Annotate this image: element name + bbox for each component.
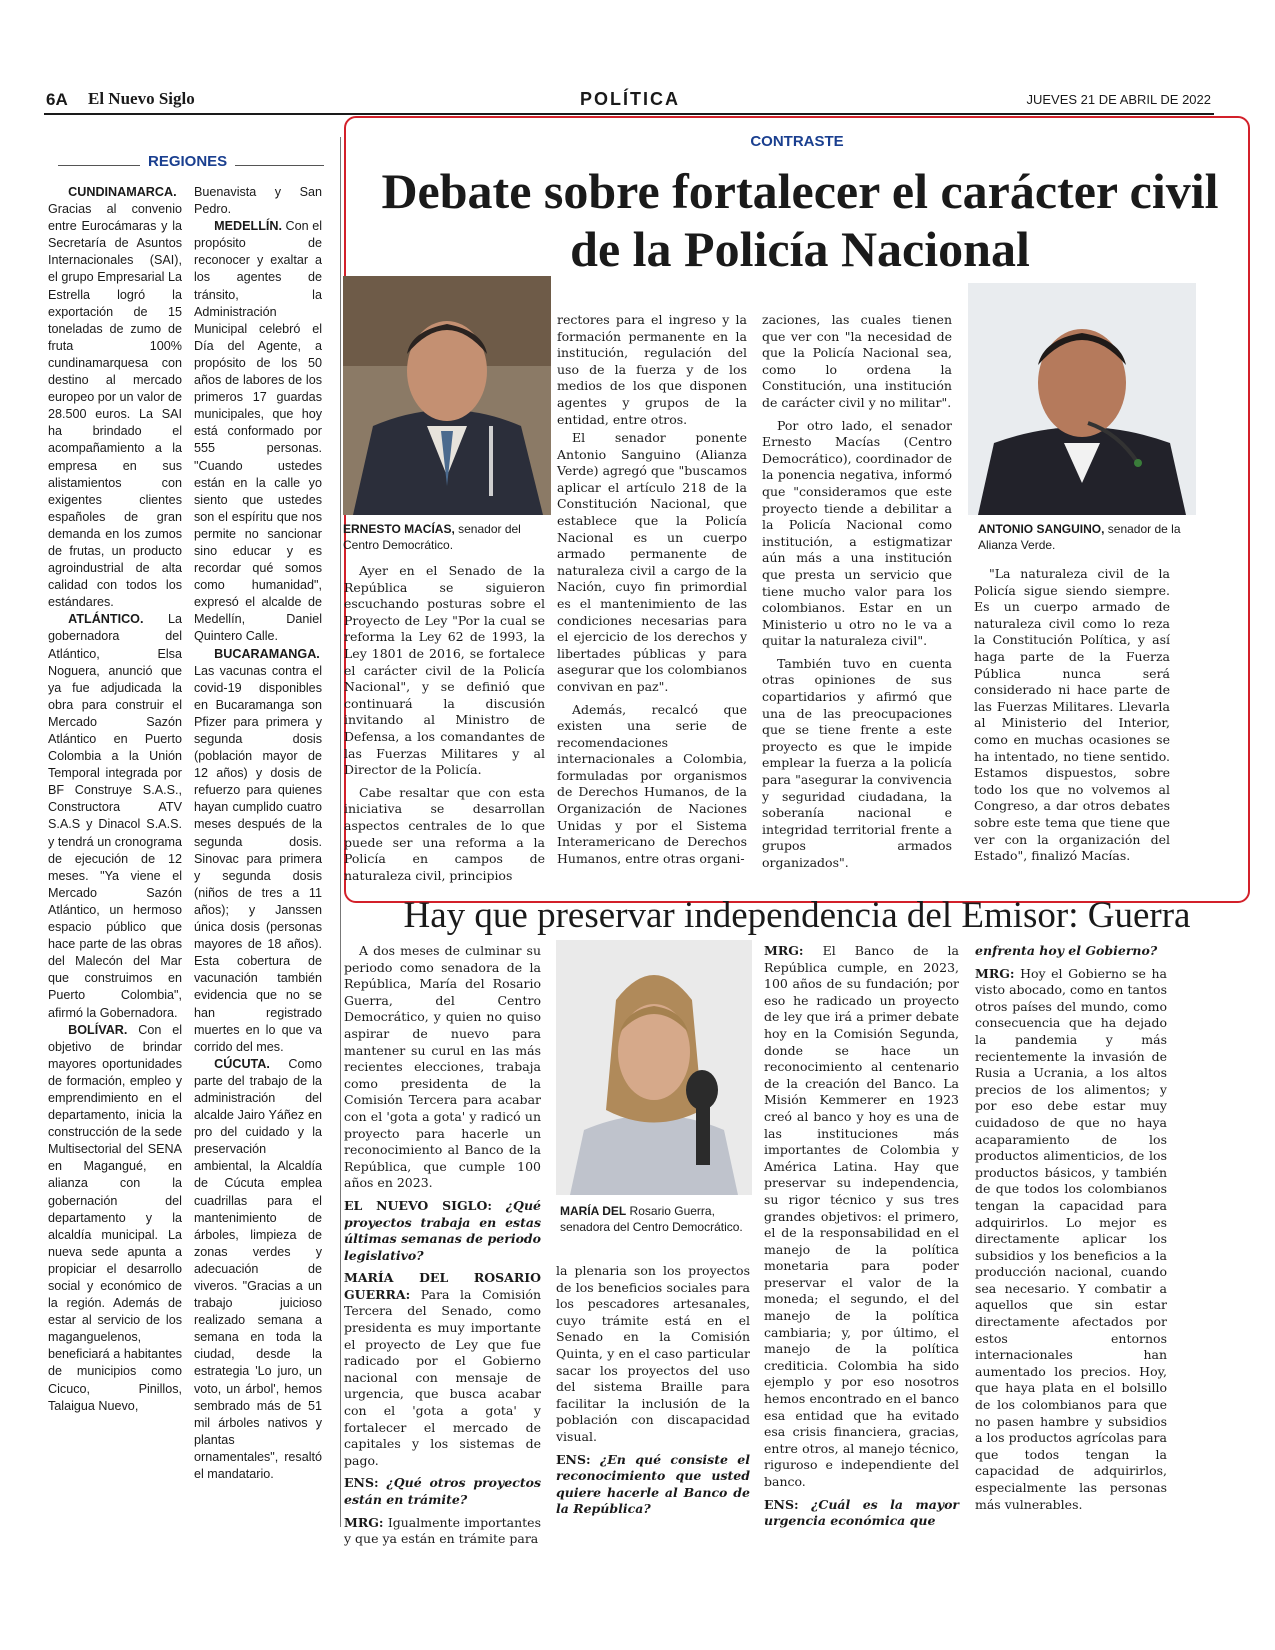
- answer-text: Para la Comisión Tercera del Senado, como presidenta es muy importante el proyecto de Ley que fue radicado por el Gobierno nacional con mensaje de urgencia, que busca acabar con el 'gota a gota' y fortalecer el mercado de capitales y los sistemas de pago.: [344, 1286, 541, 1468]
- interviewer-label: ENS:: [764, 1496, 799, 1512]
- caption-name: ERNESTO MACÍAS,: [343, 522, 455, 536]
- region-item: [48, 184, 182, 611]
- guerra-col-2: [556, 1263, 750, 1524]
- region-item: [194, 1056, 322, 1483]
- region-city: MEDELLÍN.: [214, 219, 283, 234]
- photo-ernesto-macias: [343, 276, 551, 515]
- region-text: Buenavista y San Pedro.: [194, 185, 322, 217]
- answer-text: El Banco de la República cumple, en 2023, 100 años de su fundación; por eso he radicado un proyecto de ley que irá a primer debate hoy en la Comisión Segunda, donde se hace un reconocimiento al centenario de la creación del Banco. La Misión Kemmerer en 1923 creó al banco y hoy es una de las instituciones más importantes de Colombia y América Latina. Hay que preservar su independencia, su rigor técnico y sus tres grandes objetivos: el primero, el de la responsabilidad en el manejo de la política monetaria para poder preservar el valor de la moneda; el segundo, el del manejo de la política cambiaria; y, por último, el manejo de la política crediticia. Colombia ha sido ejemplo y por eso nosotros hemos encontrado en el banco esa entidad que ha evitado esa crisis financiera, gracias, entre otros, al manejo técnico, riguroso e independiente del banco.: [764, 943, 959, 1489]
- page-number: 6A: [46, 90, 68, 109]
- caption-name: ANTONIO SANGUINO,: [978, 522, 1105, 536]
- interviewer-label: ENS:: [556, 1451, 591, 1467]
- contraste-col-2: [557, 430, 747, 873]
- photo-maria-del-rosario-guerra: [556, 940, 752, 1195]
- contraste-col-1: [344, 563, 545, 890]
- region-city: ATLÁNTICO.: [68, 612, 144, 627]
- section-title: POLÍTICA: [580, 89, 680, 109]
- interviewer-label: EL NUEVO SIGLO:: [344, 1197, 492, 1213]
- issue-date: JUEVES 21 DE ABRIL DE 2022: [1026, 92, 1211, 107]
- question-text: ¿Cuál es la mayor urgencia económica que: [764, 1496, 959, 1529]
- portrait-icon: [556, 940, 752, 1195]
- caption-text: senador del Centro Democrático.: [343, 522, 521, 552]
- question-text: enfrenta hoy el Gobierno?: [975, 943, 1158, 958]
- regiones-col-1: [48, 184, 182, 1415]
- paragraph: Por otro lado, el senador Ernesto Macías (Centro Democrático), coordinador de la ponencia negativa, informó que "consideramos que este proyecto tiende a debilitar a la Policía Nacional como institución, a estigmatizar aún más a una institución que presta un servicio que tiene mucho valor para los colombianos. Estar en un Ministerio u otro no le va a quitar la naturaleza civil".: [762, 417, 953, 649]
- paragraph: rectores para el ingreso y la formación permanente en la institución, regulación del uso de la fuerza y de los medios de los que disponen agentes y grupos de la entidad, entre otros.: [557, 312, 747, 427]
- interviewee-label: MRG:: [975, 965, 1015, 981]
- paragraph: El senador ponente Antonio Sanguino (Alianza Verde) agregó que "buscamos aplicar el artículo 218 de la Constitución Nacional, que establece que la Policía Nacional es un cuerpo armado permanente de naturaleza civil a cargo de la Nación, cuyo fin primordial es el mantenimiento de las condiciones necesarias para el ejercicio de los derechos y libertades públicas y para asegurar que los colombianos convivan en paz".: [557, 430, 747, 694]
- regiones-title: REGIONES: [140, 153, 235, 170]
- question-text: ¿En qué consiste el reconocimiento que usted quiere hacerle al Banco de la República?: [556, 1451, 750, 1517]
- region-city: CÚCUTA.: [214, 1056, 270, 1071]
- qa-answer: [344, 1270, 541, 1469]
- region-text: Con el objetivo de brindar mayores oportunidades de formación, empleo y emprendimiento en el departamento, inicia la construcción de la sede Multisectorial del SENA en Magangué, en alianza con la gobernación del departamento y la alcaldía municipal. La nueva sede apunta a propiciar el desarrollo social y económico de la región. Además de estar al servicio de los maganguelenos, beneficiará a habitantes de municipios como Cicuco, Pinillos, Talaigua Nuevo,: [48, 1022, 182, 1413]
- paragraph: la plenaria son los proyectos de los beneficios sociales para los pescadores artesanales, cuyo trámite está en el Senado en la Comisión Quinta, y en el caso particular sacar los proyectos del uso del sistema Braille para facilitar la inclusión de la población con discapacidad visual.: [556, 1263, 750, 1444]
- question-text: ¿Qué proyectos trabaja en estas últimas semanas de periodo legislativo?: [344, 1197, 541, 1263]
- contraste-col-4: [974, 566, 1170, 871]
- photo1-caption: [343, 521, 543, 553]
- contraste-kicker: CONTRASTE: [750, 133, 844, 150]
- region-item: [194, 646, 322, 1056]
- qa-answer: [344, 1515, 541, 1548]
- interviewer-label: ENS:: [344, 1475, 379, 1491]
- paragraph: Además, recalcó que existen una serie de recomendaciones internacionales a Colombia, formuladas por organismos de Derechos Humanos, de la Organización de Naciones Unidas y por el Sistema Interamericano de Derechos Humanos, entre otras organi-: [557, 701, 747, 866]
- region-text: Como parte del trabajo de la administración del alcalde Jairo Yáñez en pro del cuidado y la preservación ambiental, la Alcaldía de Cúcuta emplea cuadrillas para el mantenimiento de árboles, limpieza de zonas verdes y adecuación de viveros. "Gracias a un trabajo juicioso realizado semana a semana en toda la ciudad, desde la estrategia 'Lo juro, un voto, un árbol', hemos sembrado más de 51 mil árboles nativos y plantas ornamentales", resaltó el mandatario.: [194, 1056, 322, 1482]
- region-city: BUCARAMANGA.: [214, 646, 320, 661]
- interviewee-label: MRG:: [764, 943, 804, 958]
- answer-text: Hoy el Gobierno se ha visto abocado, como en tantos otros países del mundo, como consecuencia que ha dejado la pandemia y más recientemente la invasión de Rusia a Ucrania, a los altos precios de los alimentos; y por eso debe estar muy cuidadoso de que no haya acaparamiento de los productos alimenticios, de los productos básicos, y también de que todos los colombianos tengan la capacidad para adquirirlos. Lo mejor es directamente aplicar los subsidios y los beneficios a la producción nacional, cuando sea necesario. Y combatir a aquellos que sin estar directamente afectados por estos entornos internacionales han aumentado los precios. Hoy, que haya plata en el bolsillo de los colombianos para que no pasen hambre y subsidios a los productos agrícolas para que todos tengan la capacidad de adquirirlos, especialmente las personas más vulnerables.: [975, 965, 1167, 1512]
- guerra-headline: Hay que preservar independencia del Emisor: Guerra: [403, 895, 1191, 936]
- region-city: CUNDINAMARCA.: [68, 185, 177, 199]
- qa-question: [556, 1452, 750, 1518]
- region-item: [48, 1022, 182, 1415]
- header-rule: [44, 113, 1214, 115]
- newspaper-name: El Nuevo Siglo: [88, 89, 195, 108]
- guerra-col-3: [764, 943, 959, 1536]
- photo2-caption: [978, 521, 1188, 553]
- region-text: Con el propósito de reconocer y exaltar a los agentes de tránsito, la Administración Municipal celebró el Día del Agente, a propósito de los 50 años de labores de los primeros 17 guardas municipales, que hoy está conformado por 555 personas. "Cuando ustedes están en la calle yo siento que ustedes son el espíritu que nos permite no sancionar sino educar y es recordar qué somos como humanidad", expresó el alcalde de Medellín, Daniel Quintero Calle.: [194, 219, 322, 644]
- contraste-col-2-top: [557, 312, 747, 434]
- qa-answer: [764, 943, 959, 1491]
- paragraph: "La naturaleza civil de la Policía sigue siendo siempre. Es un cuerpo armado de naturaleza civil como lo reza la Constitución Política, y así haga parte de la Fuerza Pública nunca será considerado ni hace parte de las Fuerzas Militares. Llevarla al Ministerio del Interior, como en muchas ocasiones se ha intentado, no tiene sentido. Estamos dispuestos, sobre todo los que no volvemos al Congreso, a dar otros debates sobre este tema que tiene que ver con la organización del Estado", finalizó Macías.: [974, 566, 1170, 864]
- photo3-caption: [560, 1203, 756, 1235]
- caption-text: senador de la Alianza Verde.: [978, 522, 1181, 552]
- region-item: [48, 611, 182, 1021]
- portrait-icon: [968, 283, 1196, 515]
- region-text: Las vacunas contra el covid-19 disponibles en Bucaramanga son Pfizer para primera y segunda dosis (población mayor de 12 años) y dosis de refuerzo para quienes hayan cumplido cuatro meses después de la segunda dosis. Sinovac para primera y segunda dosis (niños de tres a 11 años); y Janssen única dosis (personas mayores de 18 años). Esta cobertura de vacunación también evidencia que no se han registrado muertes en lo que va corrido del mes.: [194, 663, 322, 1054]
- interviewee-label: MRG:: [344, 1514, 384, 1530]
- paragraph: A dos meses de culminar su periodo como senadora de la República, María del Rosario Guerra, del Centro Democrático, y quien no quiso aspirar de nuevo para mantener su curul en las más recientes elecciones, trabaja como presidenta de la Comisión Tercera para acabar con el 'gota a gota' y radicó un proyecto para hacerle un reconocimiento al Banco de la República, que cumple 100 años en 2023.: [344, 943, 541, 1191]
- paragraph: También tuvo en cuenta otras opiniones de sus copartidarios y afirmó que una de las preocupaciones que se tiene frente a este proyecto es que le impide emplear la fuerza a la policía para "asegurar la convivencia y seguridad ciudadana, la soberanía nacional e integridad territorial frente a grupos armados organizados".: [762, 655, 952, 870]
- contraste-headline: Debate sobre fortalecer el carácter civil de la Policía Nacional: [381, 163, 1219, 277]
- caption-text: Rosario Guerra, senadora del Centro Democrático.: [560, 1204, 743, 1234]
- qa-answer: [975, 966, 1167, 1514]
- contraste-col-3: [762, 312, 952, 878]
- answer-text: Igualmente importantes y que ya están en trámite para: [344, 1514, 541, 1547]
- region-text: La gobernadora del Atlántico, Elsa Noguera, anunció que ya fue adjudicada la obra para construir el Mercado Sazón Atlántico en Puerto Colombia a la Unión Temporal integrada por BF Construye S.A.S., Constructora ATV S.A.S y Dinacol S.A.S. y tendrá un cronograma de ejecución de 12 meses. "Ya viene el Mercado Sazón Atlántico, un hermoso espacio público que hace parte de las obras del Malecón del Mar que construimos en Puerto Colombia", afirmó la Gobernadora.: [48, 612, 182, 1020]
- interviewee-label: MARÍA DEL ROSARIO GUERRA:: [344, 1270, 541, 1302]
- qa-question: [764, 1497, 959, 1530]
- caption-name: MARÍA DEL: [560, 1204, 627, 1218]
- paragraph: zaciones, las cuales tienen que ver con "la necesidad de que la Policía Nacional sea, como lo ordena la Constitución, una institución de carácter civil y no militar".: [762, 312, 952, 410]
- region-item: [194, 218, 322, 645]
- paragraph: Ayer en el Senado de la República se siguieron escuchando posturas sobre el Proyecto de Ley "Por la cual se reforma la Ley 62 de 1993, la Ley 1801 de 2016, se fortalece el carácter civil de la Policía Nacional", y se definió que continuará la discusión invitando al Ministro de Defensa, a los comandantes de las Fuerzas Militares y al Director de la Policía.: [344, 563, 545, 778]
- portrait-icon: [343, 276, 551, 515]
- guerra-col-1: [344, 943, 541, 1554]
- question-text: ¿Qué otros proyectos están en trámite?: [344, 1475, 541, 1507]
- guerra-col-4: [975, 943, 1167, 1519]
- qa-question: [344, 1198, 541, 1264]
- region-city: BOLÍVAR.: [68, 1022, 128, 1037]
- paragraph: Cabe resaltar que con esta iniciativa se desarrollan aspectos centrales de lo que puede ser una reforma a la Policía en campos de naturaleza civil, principios: [344, 784, 545, 883]
- region-item: [194, 184, 322, 218]
- qa-question: [344, 1475, 541, 1508]
- photo-antonio-sanguino: [968, 283, 1196, 515]
- region-text: Gracias al convenio entre Eurocámaras y la Secretaría de Asuntos Internacionales (SAI), el grupo Empresarial La Estrella logró la exportación de 15 toneladas de zumo de fruta 100% cundinamarquesa con destino al mercado europeo por un valor de 28.500 euros. La SAI ha brindado el acompañamiento a la empresa en sus alistamientos con exigentes clientes españoles de gran demanda en los zumos de frutas, un producto agroindustrial de alta calidad con todos los estándares.: [48, 202, 182, 610]
- regiones-col-2: [194, 184, 322, 1483]
